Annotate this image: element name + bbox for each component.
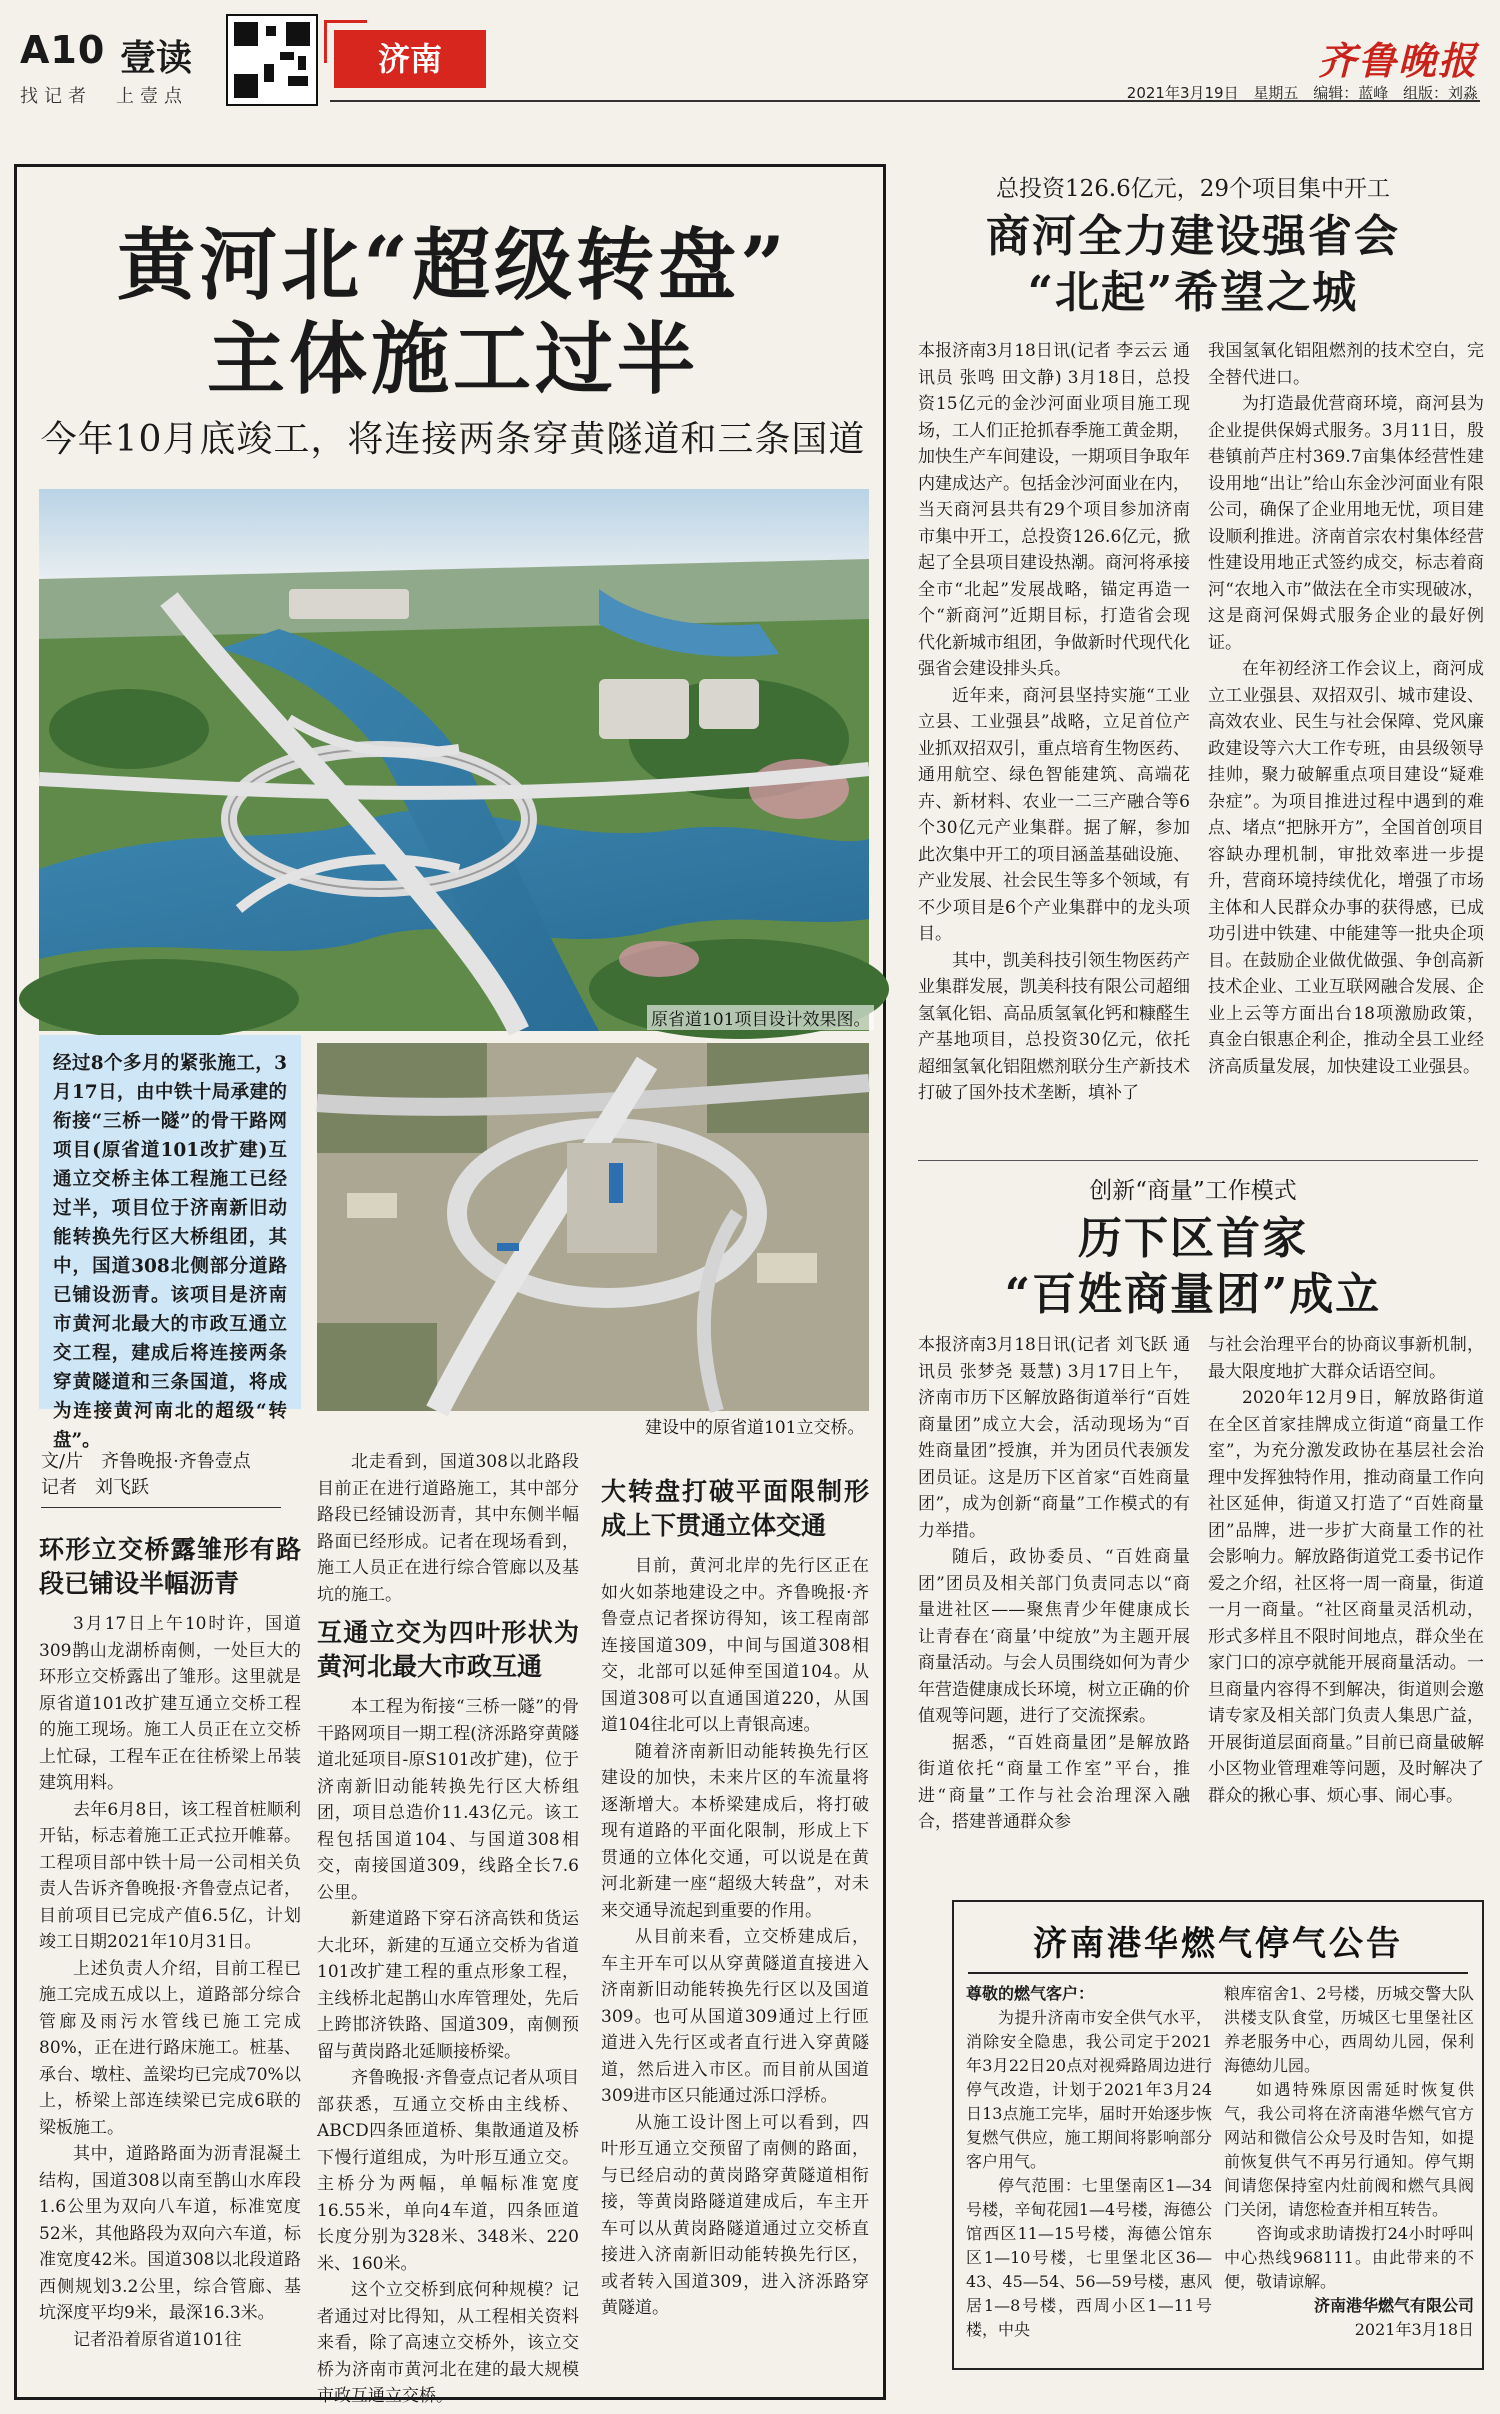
col3-subhead: 大转盘打破平面限制形成上下贯通立体交通 xyxy=(601,1477,869,1540)
section-name: 壹读 xyxy=(120,37,193,79)
col3-para: 目前，黄河北岸的先行区正在如火如荼地建设之中。齐鲁晚报·齐鲁壹点记者探访得知，该工程南部连接国道309，中间与国道308相交，北部可以延伸至国道104。从国道308可以直通国道220，从国道104往北可以上青银高速。 xyxy=(601,1556,869,1735)
story2-title-line2: “北起”希望之城 xyxy=(1027,267,1359,318)
col1-para: 其中，道路路面为沥青混凝土结构，国道308以南至鹊山水库段1.6公里为双向八车道，标准宽度52米，其他路段为双向六车道，标准宽度42米。国道308以北段道路西侧规划3.2公里，综合管廊、基坑深度平均9米，最深16.3米。 xyxy=(39,2144,301,2323)
main-title-line1: 黄河北“超级转盘” xyxy=(117,220,789,311)
notice-column-1 xyxy=(966,1982,1212,2366)
story3-kicker: 创新“商量”工作模式 xyxy=(1089,1178,1297,1204)
notice-date: 2021年3月18日 xyxy=(1354,2320,1474,2339)
story2-column-1 xyxy=(918,338,1190,1150)
story2-para: 本报济南3月18日讯(记者 李云云 通讯员 张鸣 田文静) 3月18日，总投资15亿元的金沙河面业项目施工现场，工人们正抢抓春季施工黄金期，加快生产车间建设，一期项目争取年内建成达产。包括金沙河面业在内，当天商河县共有29个项目参加济南市集中开工，总投资126.6亿元，掀起了全县项目建设热潮。商河将承接全市“北起”发展战略，锚定再造一个“新商河”近期目标，打造省会现代化新城市组团，争做新时代现代化强省会建设排头兵。 xyxy=(918,341,1190,679)
story2-title-line1: 商河全力建设强省会 xyxy=(986,211,1400,262)
col2-para: 北走看到，国道308以北路段目前正在进行道路施工，其中部分路段已经铺设沥青，其中东侧半幅路面已经形成。记者在现场看到，施工人员正在进行综合管廊以及基坑的施工。 xyxy=(317,1452,579,1605)
notice-rule xyxy=(968,1972,1468,1974)
page-header xyxy=(0,0,1500,112)
story-lixia xyxy=(900,1172,1486,1323)
main-column-2 xyxy=(317,1449,579,2406)
col1-para: 去年6月8日，该工程首桩顺利开钻，标志着施工正式拉开帷幕。工程项目部中铁十局一公司相关负责人告诉齐鲁晚报·齐鲁壹点记者，目前项目已完成产值6.5亿，计划竣工日期2021年10月31日。 xyxy=(39,1799,301,1952)
main-story xyxy=(14,164,886,2406)
col1-para: 上述负责人介绍，目前工程已施工完成五成以上，道路部分综合管廊及雨污水管线已施工完成80%，正在进行路床施工。桩基、承台、墩柱、盖梁均已完成70%以上，桥梁上部连续梁已完成6联的梁板施工。 xyxy=(39,1958,301,2138)
newspaper-logo: 齐鲁晚报 xyxy=(1317,38,1478,83)
header-rule xyxy=(330,100,1480,102)
photo1-caption: 原省道101项目设计效果图。 xyxy=(647,1005,874,1030)
byline xyxy=(41,1449,281,1508)
main-title-line2: 主体施工过半 xyxy=(206,314,699,405)
story2-column-2 xyxy=(1208,338,1484,1150)
story2-para: 我国氢氧化铝阻燃剂的技术空白，完全替代进口。 xyxy=(1208,341,1484,388)
notice-para: 咨询或求助请拨打24小时呼叫中心热线968111。由此带来的不便，敬请谅解。 xyxy=(1224,2224,1474,2291)
col2-para: 新建道路下穿石济高铁和货运大北环，新建的互通立交桥为省道101改扩建工程的重点形象工程，主线桥北起鹊山水库管理处，先后上跨邯济铁路、国道309，南侧预留与黄岗路北延顺接桥梁。 xyxy=(317,1909,579,2062)
story3-para: 与社会治理平台的协商议事新机制，最大限度地扩大群众话语空间。 xyxy=(1208,1335,1484,1382)
slogan: 找记者 上壹点 xyxy=(20,86,188,107)
story3-para: 据悉，“百姓商量团”是解放路街道依托“商量工作室”平台，推进“商量”工作与社会治理深入融合，搭建普通群众参 xyxy=(918,1732,1190,1832)
notice-para: 粮库宿舍1、2号楼，历城交警大队洪楼支队食堂，历城区七里堡社区养老服务中心，西周幼儿园，保利海德幼儿园。 xyxy=(1224,1984,1474,2075)
notice-title: 济南港华燃气停气公告 xyxy=(1033,1924,1403,1964)
story2-kicker: 总投资126.6亿元，29个项目集中开工 xyxy=(995,176,1391,202)
story2-para: 其中，凯美科技引领生物医药产业集群发展，凯美科技有限公司超细氢氧化铝、高品质氢氧化钙和糠醛生产基地项目，总投资30亿元，依托超细氢氧化铝阻燃剂联分生产新技术打破了国外技术垄断，填补了 xyxy=(918,950,1190,1103)
story2-para: 为打造最优营商环境，商河县为企业提供保姆式服务。3月11日，殷巷镇前芦庄村369.7亩集体经营性建设用地“出让”给山东金沙河面业有限公司，确保了企业用地无忧，项目建设顺利推进。济南首宗农村集体经营性建设用地正式签约成交，标志着商河“农地入市”做法在全市实现破冰，这是商河保姆式服务企业的最好例证。 xyxy=(1208,394,1484,653)
col3-para: 随着济南新旧动能转换先行区建设的加快，未来片区的车流量将逐渐增大。本桥梁建成后，将打破现有道路的平面化限制，形成上下贯通的立体化交通，可以说是在黄河北新建一座“超级大转盘”，对未来交通导流起到重要的作用。 xyxy=(601,1741,869,1921)
issue-date: 2021年3月19日 xyxy=(1126,84,1239,102)
lead-paragraph: 经过8个多月的紧张施工，3月17日，由中铁十局承建的衔接“三桥一隧”的骨干路网项目(原省道101改扩建)互通立交桥主体工程施工已经过半，项目位于济南新旧动能转换先行区大桥组团，其中，国道308北侧部分道路已铺设沥青。该项目是济南市黄河北最大的市政互通立交工程，建成后将连接两条穿黄隧道和三条国道，将成为连接黄河南北的超级“转盘”。 xyxy=(39,1035,301,1409)
photo2-caption: 建设中的原省道101立交桥。 xyxy=(645,1418,865,1438)
col2-para: 齐鲁晚报·齐鲁壹点记者从项目部获悉，互通立交桥由主线桥、ABCD四条匝道桥、集散通道及桥下慢行道组成，为叶形互通立交。主桥分为两幅，单幅标准宽度16.55米，单向4车道，四条匝道长度分别为328米、348米、220米、160米。 xyxy=(317,2068,579,2274)
notice-salutation: 尊敬的燃气客户： xyxy=(966,1984,1095,2003)
byline-line2: 记者 刘飞跃 xyxy=(41,1477,149,1498)
main-column-3 xyxy=(601,1467,869,2395)
qr-code-icon[interactable] xyxy=(226,14,318,106)
page-number: A10 xyxy=(20,28,106,72)
story3-title-line2: “百姓商量团”成立 xyxy=(1004,1269,1382,1320)
story3-title-line1: 历下区首家 xyxy=(1078,1213,1308,1264)
editor: 编辑：蓝峰 xyxy=(1313,84,1389,102)
story3-para: 2020年12月9日，解放路街道在全区首家挂牌成立街道“商量工作室”，为充分激发政协在基层社会治理中发挥独特作用，推动商量工作向社区延伸，街道又打造了“百姓商量团”品牌，进一步扩大商量工作的社会影响力。解放路街道党工委书记作爱之介绍，社区将一周一商量，街道一月一商量。“社区商量灵活机动，形式多样且不限时间地点，群众坐在家门口的凉亭就能开展商量活动。一旦商量内容得不到解决，街道则会邀请专家及相关部门负责人集思广益，开展街道层面商量。”目前已商量破解小区物业管理难等问题，及时解决了群众的揪心事、烦心事、闹心事。 xyxy=(1208,1388,1484,1806)
main-column-1 xyxy=(39,1525,301,2395)
notice-column-2 xyxy=(1224,1982,1474,2366)
notice-para: 停气范围：七里堡南区1—34号楼，辛甸花园1—4号楼，海德公馆西区11—15号楼，海德公馆东区1—10号楼，七里堡北区36—43、45—54、56—59号楼，惠风居1—8号楼，西周小区1—11号楼，中央 xyxy=(966,2176,1212,2339)
main-subtitle: 今年10月底竣工，将连接两条穿黄隧道和三条国道 xyxy=(40,419,866,460)
col1-subhead: 环形立交桥露雏形有路段已铺设半幅沥青 xyxy=(39,1535,301,1598)
col3-para: 从目前来看，立交桥建成后，车主开车可以从穿黄隧道直接进入济南新旧动能转换先行区以及国道309。也可从国道309通过上行匝道进入先行区或者直行进入穿黄隧道，然后进入市区。而目前从国道309进市区只能通过泺口浮桥。 xyxy=(601,1927,869,2106)
story3-column-1 xyxy=(918,1332,1207,1852)
col1-para: 记者沿着原省道101往 xyxy=(73,2329,242,2350)
construction-photo xyxy=(317,1043,869,1411)
story2-para: 近年来，商河县坚持实施“工业立县、工业强县”战略，立足首位产业抓双招双引，重点培育生物医药、通用航空、绿色智能建筑、高端花卉、新材料、农业一二三产融合等6个30亿元产业集群。据了解，参加此次集中开工的项目涵盖基础设施、产业发展、社会民生等多个领域，有不少项目是6个产业集群中的龙头项目。 xyxy=(918,685,1190,944)
layout-editor: 组版：刘淼 xyxy=(1402,84,1478,102)
story3-para: 本报济南3月18日讯(记者 刘飞跃 通讯员 张梦尧 聂慧) 3月17日上午，济南市历下区解放路街道举行“百姓商量团”成立大会，活动现场为“百姓商量团”授旗，并为团员代表颁发团员证。这是历下区首家“百姓商量团”，成为创新“商量”工作模式的有力举措。 xyxy=(918,1335,1190,1541)
col2-para: 这个立交桥到底何种规模？记者通过对比得知，从工程相关资料来看，除了高速立交桥外，该立交桥为济南市黄河北在建的最大规模市政互通立交桥。 xyxy=(317,2280,579,2406)
notice-signature: 济南港华燃气有限公司 xyxy=(1313,2296,1474,2315)
col1-para: 3月17日上午10时许，国道309鹊山龙湖桥南侧，一处巨大的环形立交桥露出了雏形。这里就是原省道101改扩建互通立交桥工程的施工现场。施工人员正在立交桥上忙碌，工程车正在往桥梁上吊装建筑用料。 xyxy=(39,1614,301,1793)
issue-weekday: 星期五 xyxy=(1253,84,1299,102)
story-shanghe xyxy=(900,170,1486,321)
byline-line1: 文/片 齐鲁晚报·齐鲁壹点 xyxy=(41,1451,251,1472)
story3-column-2 xyxy=(1208,1332,1484,1872)
rendering-photo xyxy=(39,489,869,1031)
col3-para: 从施工设计图上可以看到，四叶形互通立交预留了南侧的路面，与已经启动的黄岗路穿黄隧道相衔接，等黄岗路隧道建成后，车主开车可以从黄岗路隧道通过立交桥直接进入济南新旧动能转换先行区，或者转入国道309，进入济泺路穿黄隧道。 xyxy=(601,2112,869,2318)
region-tag: 济南 xyxy=(334,30,486,88)
story-divider xyxy=(918,1160,1478,1161)
col2-para: 本工程为衔接“三桥一隧”的骨干路网项目一期工程(济泺路穿黄隧道北延项目-原S101改扩建)，位于济南新旧动能转换先行区大桥组团，项目总造价11.43亿元。该工程包括国道104、与国道308相交，南接国道309，线路全长7.6公里。 xyxy=(317,1697,579,1903)
notice-para: 为提升济南市安全供气水平，消除安全隐患，我公司定于2021年3月22日20点对视舜路周边进行停气改造，计划于2021年3月24日13点施工完毕，届时开始逐步恢复燃气供应，施工期间将影响部分客户用气。 xyxy=(966,2008,1212,2171)
story3-para: 随后，政协委员、“百姓商量团”团员及相关部门负责同志以“商量进社区——聚焦青少年健康成长 让青春在‘商量’中绽放”为主题开展商量活动。与会人员围绕如何为青少年营造健康成长环境，树立正确的价值观等问题，进行了交流探索。 xyxy=(918,1547,1207,1726)
gas-outage-notice xyxy=(952,1900,1484,2370)
col2-subhead: 互通立交为四叶形状为黄河北最大市政互通 xyxy=(317,1618,579,1681)
story2-para: 在年初经济工作会议上，商河成立工业强县、双招双引、城市建设、高效农业、民生与社会保障、党风廉政建设等六大工作专班，由县级领导挂帅，聚力破解重点项目建设“疑难杂症”。为项目推进过程中遇到的难点、堵点“把脉开方”，全国首创项目容缺办理机制，审批效率进一步提升，营商环境持续优化，增强了市场主体和人民群众办事的获得感，已成功引进中铁建、中能建等一批央企项目。在鼓励企业做优做强、争创高新技术企业、工业互联网融合发展、企业上云等方面出台18项激励政策，真金白银惠企利企，推动全县工业经济高质量发展，加快建设工业强县。 xyxy=(1208,659,1484,1077)
notice-para: 如遇特殊原因需延时恢复供气，我公司将在济南港华燃气官方网站和微信公众号及时告知，如提前恢复供气不再另行通知。停气期间请您保持室内灶前阀和燃气具阀门关闭，请您检查并相互转告。 xyxy=(1224,2080,1474,2219)
